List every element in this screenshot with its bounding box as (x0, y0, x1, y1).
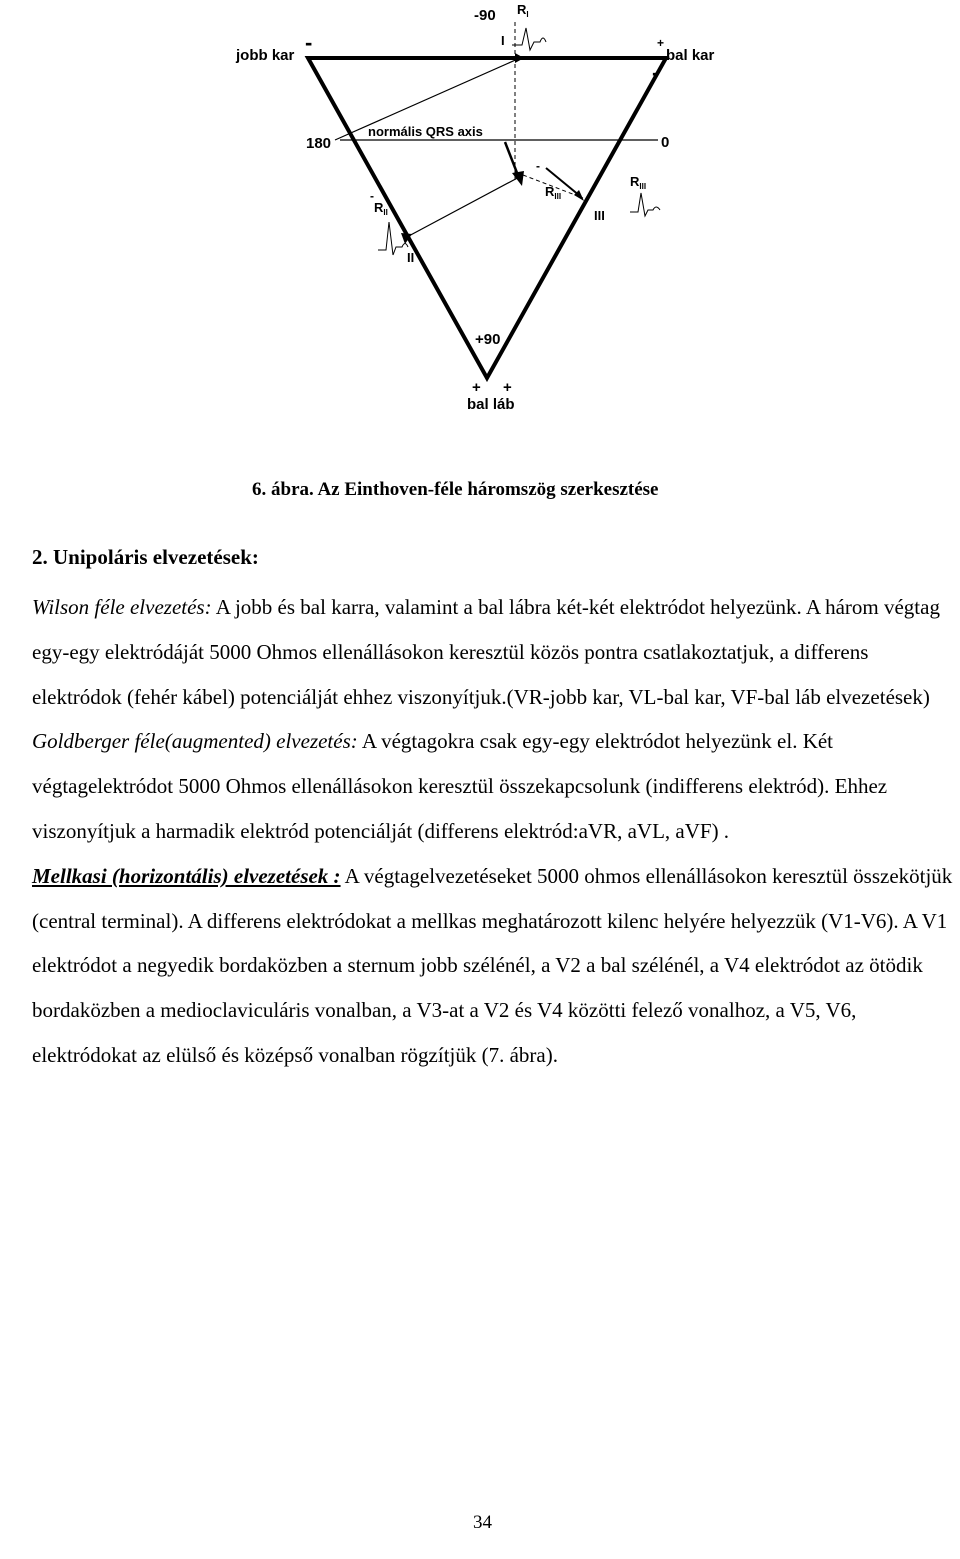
lead-one-arrowhead (515, 53, 524, 63)
lead-two-label: II (407, 250, 415, 265)
page-number: 34 (473, 1512, 492, 1533)
r-one-label: $R_I$ (517, 2, 529, 19)
plus-sign-left-arm: + (657, 36, 665, 50)
angle-label-right: 0 (661, 134, 670, 151)
minus-sign-lead-two: - (370, 189, 374, 203)
einthoven-triangle (308, 58, 666, 378)
left-leg-label: bal láb (467, 396, 515, 413)
paragraph-goldberger (32, 719, 960, 853)
einthoven-triangle-figure (0, 0, 960, 470)
r-two-label: $R_{II}$ (374, 200, 388, 217)
qrs-axis-arrowhead (512, 171, 524, 186)
angle-label-left: 180 (306, 135, 332, 152)
goldberger-text: A végtagokra csak egy-egy elektródot helyezünk el. Két végtagelektródot 5000 Ohmos ellenállásokon keresztül összekapcsolunk (indifferens elektród). Ehhez viszonyítjuk a harmadik elektród potenciálját (differens elektród:aVR, aVL, aVF) . (32, 729, 888, 843)
wilson-text: A jobb és bal karra, valamint a bal lábra két-két elektródot helyezünk. A három végtag egy-egy elektródáját 5000 Ohmos ellenállásokon keresztül közös pontra csatlakoztatjuk, a differens elektródok (fehér kábel) potenciálját ehhez viszonyítjuk.(VR-jobb kar, VL-bal kar, VF-bal láb elvezetések) (32, 595, 940, 709)
ecg-trace-lead-three (630, 193, 660, 216)
lead-three-label: III (594, 208, 605, 223)
body-text (32, 585, 960, 1078)
r-three-inner-label: $R_{III}$ (545, 184, 562, 201)
lead-one-label: I (501, 33, 505, 48)
chest-text: A végtagelvezetéseket 5000 ohmos ellenállásokon keresztül összekötjük (central terminal). A differens elektródokat a mellkas meghatározott kilenc helyére helyezzük (V1-V6). A V1 elektródot a negyedik bordaközben a sternum jobb szélénél, a V2 a bal szélénél, a V4 elektródot az ötödik bordaközben a medioclaviculáris vonalban, a V3-at a V2 és V4 közötti felező vonalhoz, a V5, V6, elektródokat az elülső és középső vonalban rögzítjük (7. ábra). (32, 863, 953, 1067)
minus-sign-right-arm: - (305, 30, 313, 55)
r-three-outer-label: $R_{III}$ (630, 174, 647, 191)
paragraph-chest (32, 854, 960, 1078)
paragraph-wilson (32, 585, 960, 719)
ecg-trace-lead-one (512, 28, 546, 50)
axis-label: normális QRS axis (368, 124, 483, 139)
left-arm-label: bal kar (666, 47, 715, 64)
angle-label-bottom: +90 (475, 331, 501, 348)
minus-sign-lead-three: - (536, 159, 540, 173)
plus-sign-leg-left: + (472, 379, 481, 396)
figure-caption: 6. ábra. Az Einthoven-féle háromszög szerkesztése (252, 479, 659, 500)
wilson-term: Wilson féle elvezetés: (32, 595, 212, 619)
plus-sign-leg-right: + (503, 379, 512, 396)
minus-sign-left-arm: - (652, 60, 660, 85)
right-arm-label: jobb kar (236, 47, 295, 64)
goldberger-term: Goldberger féle(augmented) elvezetés: (32, 729, 358, 754)
section-heading: 2. Unipoláris elvezetések: (32, 545, 259, 569)
projection-line-left (405, 175, 523, 238)
angle-label-top: -90 (474, 7, 496, 24)
chest-term: Mellkasi (horizontális) elvezetések : (32, 863, 341, 888)
